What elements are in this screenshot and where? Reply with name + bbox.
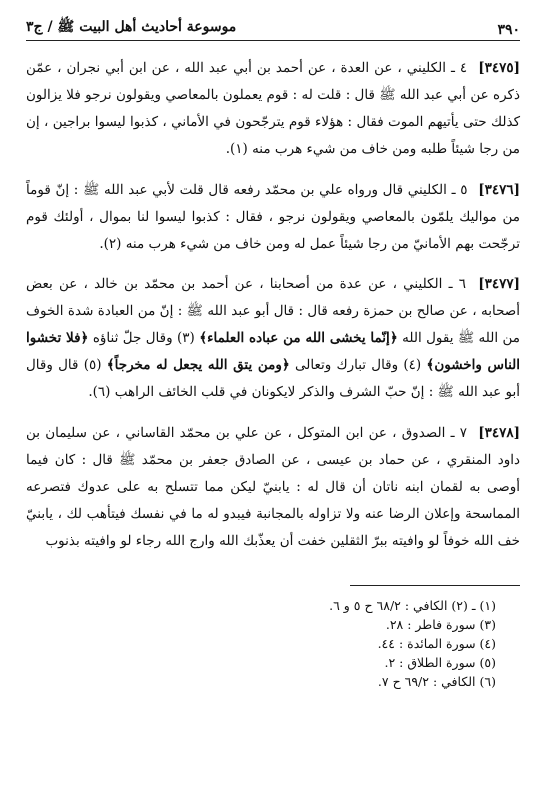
hadith-text: (٣) وقال جلّ ثناؤه: [92, 330, 195, 346]
quran-quote: ﴿ومن يتق الله يجعل له مخرجاً﴾: [106, 357, 290, 373]
quran-quote: ﴿فلا تخشوا الناس واخشون﴾: [26, 330, 521, 373]
page-body: [26, 55, 520, 555]
hadith-text: (٤) وقال تبارك وتعالى: [294, 357, 422, 373]
footnote: (١) ـ (٢) الكافي : ٦٨/٢ ح ٥ و ٦.: [329, 597, 496, 613]
footnote: (٤) سورة المائدة : ٤٤.: [377, 635, 496, 651]
hadith-3476: [26, 177, 520, 258]
hadith-text: ٥ ـ الكليني قال ورواه علي بن محمّد رفعه قال قلت لأبي عبد الله ﷺ : إنّ قوماً من مواليك يلمّون بالمعاصي ويقولون نرجو ، فقال : كذبوا ليسوا لنا بموال ، أولئك قوم ترجّحت بهم الأمانيّ من رجا شيئاً عمل له ومن خاف من شيء هرب منه (٢).: [26, 181, 520, 252]
running-title: موسوعة أحاديث أهل البيت ﷺ / ج٣: [26, 19, 237, 35]
footnote: (٥) سورة الطلاق : ٢.: [384, 654, 496, 670]
hadith-number: [٣٤٧٨]: [478, 424, 521, 441]
hadith-text: ٦ ـ الكليني ، عن عدة من أصحابنا ، عن أحمد بن محمّد بن خالد ، عن بعض أصحابه ، عن صالح بن حمزة رفعه قال : قال أبو عبد الله ﷺ : إنّ من العبادة شدة الخوف من الله ﷺ يقول الله: [26, 276, 520, 346]
hadith-number: [٣٤٧٥]: [478, 60, 520, 76]
hadith-3475: [26, 55, 520, 163]
hadith-number: [٣٤٧٧]: [478, 276, 520, 292]
footnote-separator: [350, 585, 520, 586]
hadith-3477: [26, 271, 520, 406]
hadith-number: [٣٤٧٦]: [478, 181, 520, 198]
footnotes: [26, 596, 520, 691]
hadith-text: (٥) قال وقال أبو عبد الله ﷺ : إنّ حبّ الشرف والذكر لايكونان في قلب الخائف الراهب (٦).: [26, 357, 520, 400]
page-header: [26, 12, 520, 41]
hadith-text: ٧ ـ الصدوق ، عن ابن المتوكل ، عن علي بن محمّد القاساني ، عن سليمان بن داود المنقري ، عن حماد بن عيسى ، عن الصادق جعفر بن محمّد ﷺ قال : كان فيما أوصى به لقمان ابنه ناتان أن قال له : يابنيّ ليكن مما تتسلح به على عدوك فتصرعه المماسحة وإعلان الرضا عنه ولا تزاوله بالمجانبة فيبدو له ما في نفسك فيتأهب لك ، يابنيّ خف الله خوفاً لو وافيته ببرّ الثقلين خفت أن يعذّبك الله وارج الله رجاء لو وافيته بذنوب: [26, 424, 520, 549]
hadith-3478: [26, 420, 520, 555]
quran-quote: ﴿إنّما يخشى الله من عباده العلماء﴾: [199, 330, 398, 346]
footnote: (٣) سورة فاطر : ٢٨.: [385, 616, 496, 632]
hadith-text: ٤ ـ الكليني ، عن العدة ، عن أحمد بن أبي عبد الله ، عن ابن أبي نجران ، عمّن ذكره عن أبي عبد الله ﷺ قال : قلت له : قوم يعملون بالمعاصي ويقولون نرجو فلا يزالون كذلك حتى يأتيهم الموت فقال : هؤلاء قوم يترجّحون في الأماني ، كذبوا ليسوا براجين ، إن من رجا شيئاً طلبه ومن خاف من شيء هرب منه (١).: [26, 60, 520, 157]
page-number: ٣٩٠: [497, 22, 520, 38]
footnote: (٦) الكافي : ٦٩/٢ ح ٧.: [377, 673, 496, 689]
